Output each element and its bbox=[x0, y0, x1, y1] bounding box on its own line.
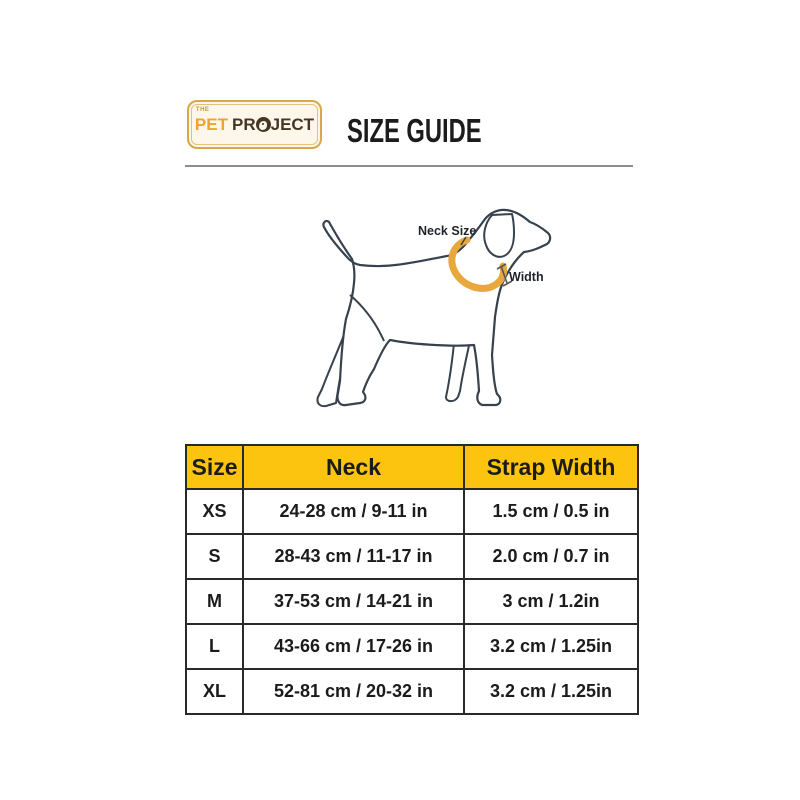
far-front-leg bbox=[446, 341, 470, 401]
dog-face-icon bbox=[256, 117, 271, 132]
size-cell: L bbox=[186, 624, 243, 669]
table-row bbox=[186, 534, 638, 579]
size-cell: M bbox=[186, 579, 243, 624]
dog-diagram bbox=[300, 195, 570, 425]
strap-cell: 3 cm / 1.2in bbox=[464, 579, 638, 624]
neck-size-label: Neck Size bbox=[418, 224, 477, 238]
logo-ject: JECT bbox=[270, 115, 315, 134]
table-row bbox=[186, 579, 638, 624]
strap-cell: 3.2 cm / 1.25in bbox=[464, 624, 638, 669]
neck-cell: 52-81 cm / 20-32 in bbox=[243, 669, 464, 714]
table-header-row bbox=[186, 445, 638, 489]
logo-text bbox=[194, 107, 315, 134]
width-label: Width bbox=[509, 270, 544, 284]
logo-pet: PET bbox=[194, 115, 228, 134]
size-table bbox=[185, 444, 639, 715]
table-row bbox=[186, 624, 638, 669]
strap-cell: 1.5 cm / 0.5 in bbox=[464, 489, 638, 534]
size-cell: XS bbox=[186, 489, 243, 534]
pet-project-logo bbox=[187, 100, 322, 149]
header-divider bbox=[185, 165, 633, 167]
logo-pr: PR bbox=[231, 115, 256, 134]
logo-the: THE bbox=[195, 107, 210, 113]
dog-body bbox=[323, 210, 550, 405]
page-title: SIZE GUIDE bbox=[347, 112, 482, 149]
strap-cell: 2.0 cm / 0.7 in bbox=[464, 534, 638, 579]
size-cell: XL bbox=[186, 669, 243, 714]
col-header-neck: Neck bbox=[243, 445, 464, 489]
dog-face-eye bbox=[262, 123, 264, 125]
neck-cell: 37-53 cm / 14-21 in bbox=[243, 579, 464, 624]
table-row bbox=[186, 489, 638, 534]
dog-ear bbox=[484, 214, 514, 257]
col-header-strap-width: Strap Width bbox=[464, 445, 638, 489]
table-row bbox=[186, 669, 638, 714]
neck-cell: 24-28 cm / 9-11 in bbox=[243, 489, 464, 534]
neck-cell: 43-66 cm / 17-26 in bbox=[243, 624, 464, 669]
strap-cell: 3.2 cm / 1.25in bbox=[464, 669, 638, 714]
size-cell: S bbox=[186, 534, 243, 579]
col-header-size: Size bbox=[186, 445, 243, 489]
neck-cell: 28-43 cm / 11-17 in bbox=[243, 534, 464, 579]
